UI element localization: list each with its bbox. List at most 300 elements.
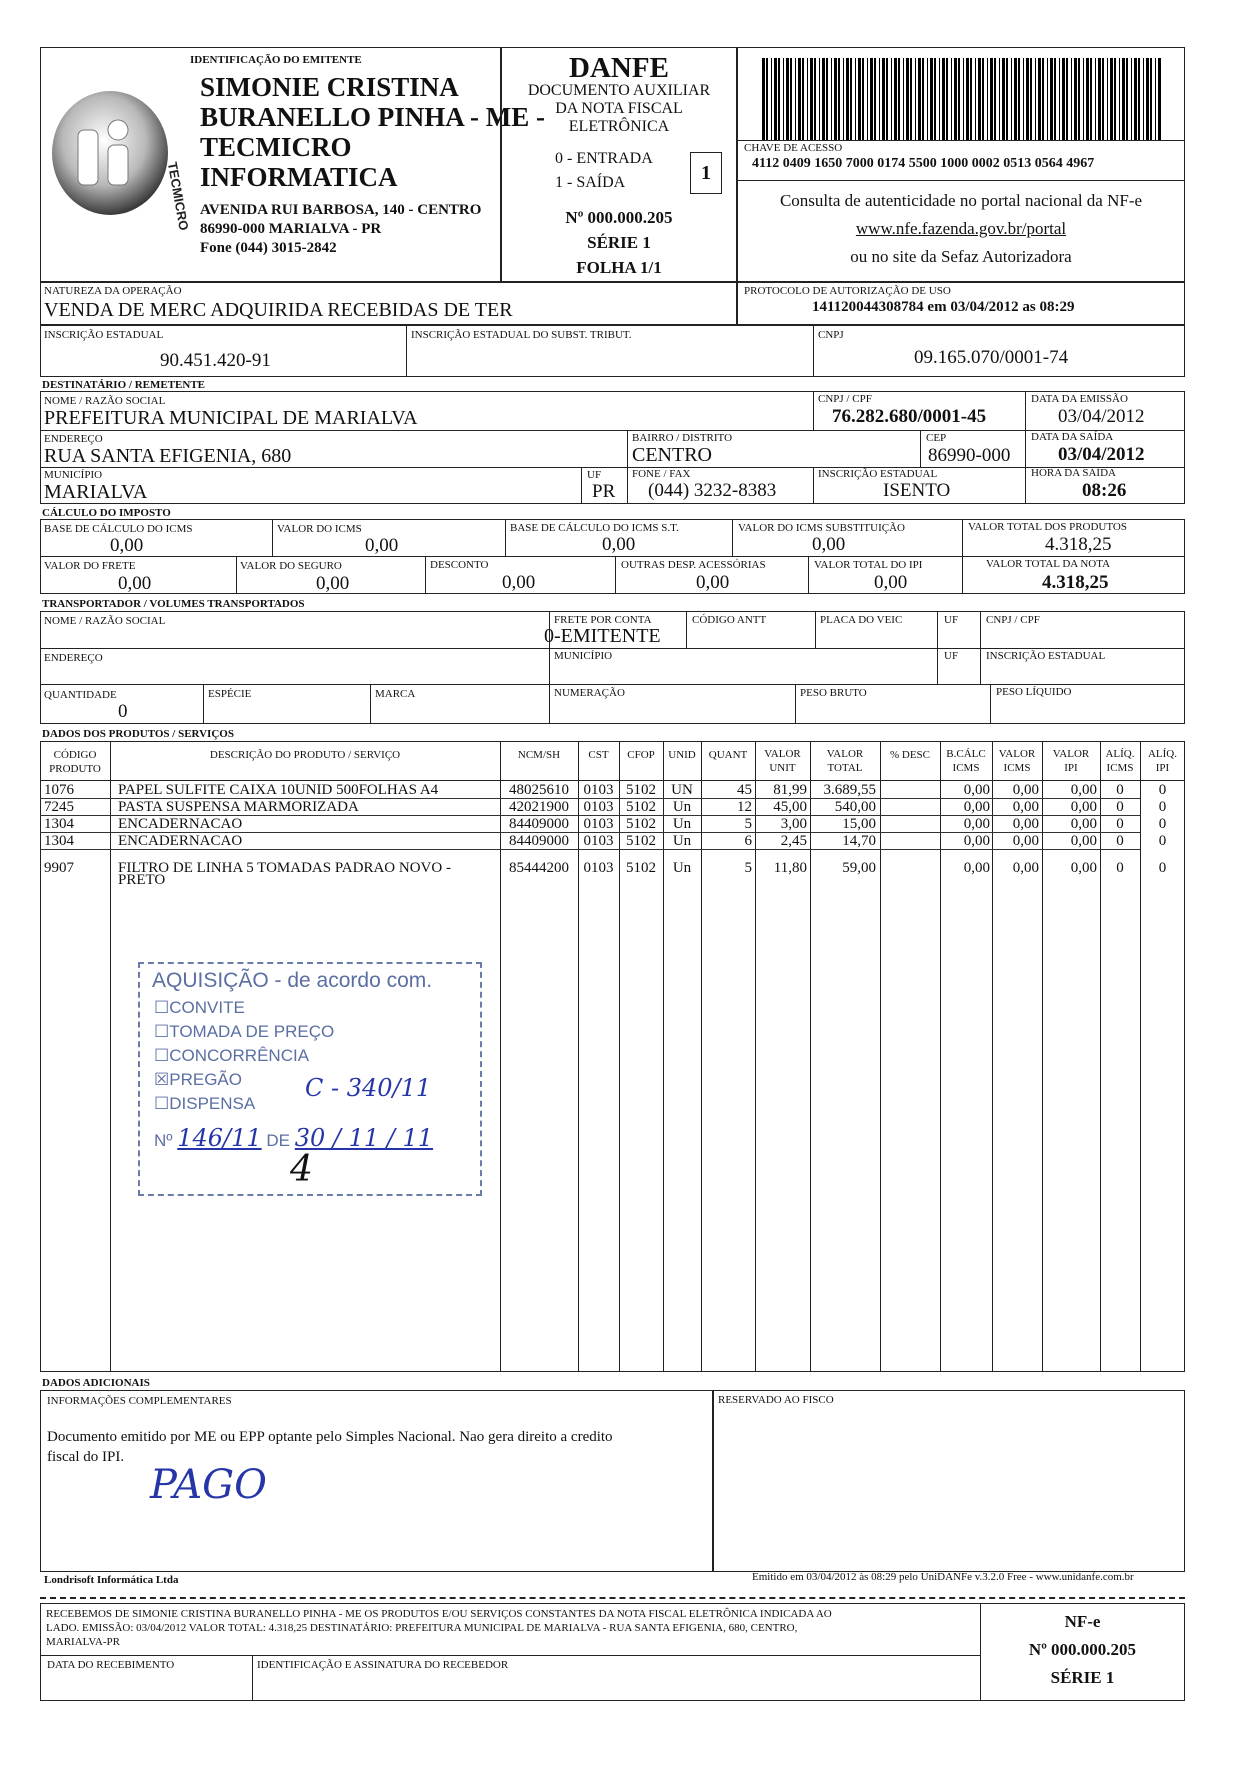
info-line: Documento emitido por ME ou EPP optante pelo Simples Nacional. Nao gera direito a credito <box>47 1429 613 1445</box>
table-cell: 0,00 <box>1012 833 1039 849</box>
barcode-bar <box>1018 58 1020 140</box>
cut-line <box>40 1597 1185 1599</box>
dest-fone-label: FONE / FAX <box>632 468 691 480</box>
table-cell: 0,00 <box>963 833 990 849</box>
stamp-pregao-ref: C - 340/11 <box>305 1074 432 1102</box>
dest-emissao-label: DATA DA EMISSÃO <box>1031 393 1128 405</box>
emitente-name-line: SIMONIE CRISTINA <box>200 72 459 102</box>
canhoto-line: MARIALVA-PR <box>46 1636 120 1648</box>
tecmicro-logo-icon <box>48 75 192 235</box>
barcode-bar <box>886 58 888 140</box>
transp-frete: 0-EMITENTE <box>544 625 661 647</box>
table-cell: 0,00 <box>1012 816 1039 832</box>
barcode-bar <box>814 58 816 140</box>
destinatario-section: DESTINATÁRIO / REMETENTE <box>42 379 205 391</box>
barcode-bar <box>963 58 964 140</box>
total-nota-label: VALOR TOTAL DA NOTA <box>986 558 1111 570</box>
ie-st-label: INSCRIÇÃO ESTADUAL DO SUBST. TRIBUT. <box>411 329 632 341</box>
barcode-bar <box>1131 58 1132 140</box>
barcode-bar <box>946 58 948 140</box>
barcode-bar <box>930 58 933 140</box>
barcode-bar <box>783 58 784 140</box>
barcode-bar <box>1026 58 1029 140</box>
col-header-ncm: NCM/SH <box>517 749 561 761</box>
table-cell: 0,00 <box>1070 816 1097 832</box>
table-cell: FILTRO DE LINHA 5 TOMADAS PADRAO NOVO - <box>118 860 451 876</box>
valor-st: 0,00 <box>812 534 846 555</box>
chave-url[interactable]: www.nfe.fazenda.gov.br/portal <box>855 219 1067 238</box>
table-cell: 0 <box>1158 799 1167 815</box>
ie-value: 90.451.420-91 <box>160 350 271 371</box>
canhoto-line: RECEBEMOS DE SIMONIE CRISTINA BURANELLO PINHA - ME OS PRODUTOS E/OU SERVIÇOS CONSTANTES DA NOTA FISCAL ELETRÔNICA INDICADA AO <box>46 1608 832 1620</box>
seguro-label: VALOR DO SEGURO <box>240 560 342 572</box>
info-label: INFORMAÇÕES COMPLEMENTARES <box>47 1395 232 1407</box>
col-header-bcalc: B.CÁLC ICMS <box>946 748 986 774</box>
canhoto-serie: SÉRIE 1 <box>1050 1668 1115 1687</box>
transp-uf2-label: UF <box>944 650 959 662</box>
table-cell: 3.689,55 <box>823 782 876 798</box>
table-cell: 7245 <box>44 799 74 815</box>
danfe-subtitle-line: DA NOTA FISCAL <box>555 100 683 117</box>
dest-hora-label: HORA DA SAÍDA <box>1031 467 1116 479</box>
stamp-option-pregao: ☒PREGÃO <box>154 1070 242 1089</box>
table-cell: 9907 <box>44 860 74 876</box>
barcode-bar <box>1114 58 1116 140</box>
table-cell: Un <box>672 860 692 876</box>
canhoto-numero: Nº 000.000.205 <box>1028 1640 1137 1659</box>
transp-frete-label: FRETE POR CONTA <box>554 614 652 626</box>
col-header-desc: % DESC <box>889 749 931 761</box>
barcode-bar <box>982 58 984 140</box>
canhoto-line: LADO. EMISSÃO: 03/04/2012 VALOR TOTAL: 4.318,25 DESTINATÁRIO: PREFEITURA MUNICIPAL DE MARIALVA - RUA SANTA EFIGENIA, 680, CENTRO, <box>46 1622 798 1634</box>
fisco-box <box>713 1390 1185 1572</box>
table-cell: 59,00 <box>842 860 876 876</box>
total-nota: 4.318,25 <box>1042 572 1109 593</box>
barcode-bar <box>826 58 828 140</box>
transp-quantidade-label: QUANTIDADE <box>44 689 117 701</box>
dest-endereco-label: ENDEREÇO <box>44 433 103 445</box>
emitente-address-line: Fone (044) 3015-2842 <box>200 240 337 256</box>
danfe-folha: FOLHA 1/1 <box>576 258 662 277</box>
barcode-bar <box>774 58 777 140</box>
transp-ie-label: INSCRIÇÃO ESTADUAL <box>986 650 1106 662</box>
barcode-bar <box>978 58 981 140</box>
table-cell: 0 <box>1158 816 1167 832</box>
dest-cnpj-label: CNPJ / CPF <box>818 393 872 405</box>
barcode-bar <box>951 58 952 140</box>
barcode-bar <box>922 58 924 140</box>
danfe-tipo: 1 <box>690 152 722 194</box>
valor-st-label: VALOR DO ICMS SUBSTITUIÇÃO <box>738 522 905 534</box>
stamp-option-tomada: ☐TOMADA DE PREÇO <box>154 1022 335 1041</box>
table-cell: Un <box>672 799 692 815</box>
danfe-subtitle-line: DOCUMENTO AUXILIAR <box>527 82 711 99</box>
barcode-bar <box>927 58 928 140</box>
barcode-bar <box>843 58 844 140</box>
svg-text:TECMICRO: TECMICRO <box>164 160 192 232</box>
barcode-bar <box>771 58 772 140</box>
produtos-section: DADOS DOS PRODUTOS / SERVIÇOS <box>42 728 234 740</box>
canhoto-text <box>46 1607 832 1649</box>
table-cell: ENCADERNACAO <box>118 816 243 832</box>
dest-fone: (044) 3232-8383 <box>648 480 777 501</box>
table-cell: 1304 <box>44 833 74 849</box>
barcode-bar <box>810 58 813 140</box>
row-underline <box>40 849 1140 850</box>
barcode-bar <box>966 58 969 140</box>
pago-handwriting: PAGO <box>150 1462 267 1508</box>
table-cell: 14,70 <box>842 833 876 849</box>
emitente-address-line: 86990-000 MARIALVA - PR <box>200 221 382 237</box>
column-divider <box>110 741 111 1372</box>
company-logo <box>48 75 192 235</box>
barcode-bar <box>1071 58 1072 140</box>
dest-cep: 86990-000 <box>928 445 1011 466</box>
barcode-bar <box>987 58 988 140</box>
barcode-bar <box>1122 58 1125 140</box>
col-header-vtotal: VALOR TOTAL <box>826 748 864 774</box>
barcode-bar <box>1090 58 1092 140</box>
barcode-bar <box>894 58 897 140</box>
protocolo-value: 141120044308784 em 03/04/2012 as 08:29 <box>812 299 1075 315</box>
barcode-bar <box>855 58 856 140</box>
table-cell: ENCADERNACAO <box>118 833 243 849</box>
table-cell: 12 <box>737 799 752 815</box>
barcode-bar <box>999 58 1000 140</box>
barcode-bar <box>934 58 936 140</box>
barcode-bar <box>879 58 880 140</box>
barcode-bar <box>918 58 921 140</box>
barcode-bar <box>786 58 789 140</box>
barcode-bar <box>870 58 873 140</box>
checkbox-icon: ☐ <box>154 1022 170 1041</box>
stamp-option-concorrencia: ☐CONCORRÊNCIA <box>154 1046 310 1065</box>
table-cell: 0 <box>1158 833 1167 849</box>
barcode-bar <box>834 58 837 140</box>
barcode-bar <box>1119 58 1120 140</box>
stamp-option-dispensa: ☐DISPENSA <box>154 1094 256 1113</box>
dest-municipio: MARIALVA <box>44 481 148 503</box>
barcode-bar <box>891 58 892 140</box>
table-cell: 0103 <box>583 782 614 798</box>
stamp-title: AQUISIÇÃO - de acordo com. <box>152 969 433 992</box>
table-cell: Un <box>672 833 692 849</box>
barcode-bar <box>1158 58 1161 140</box>
stamp-numero: 146/11 <box>177 1124 262 1152</box>
col-header-quant: QUANT <box>708 749 748 761</box>
ipi-label: VALOR TOTAL DO IPI <box>814 559 923 571</box>
aquisicao-stamp <box>138 962 482 1196</box>
frete: 0,00 <box>118 573 152 594</box>
barcode-bar <box>1110 58 1113 140</box>
barcode-bar <box>1062 58 1065 140</box>
table-cell: 81,99 <box>773 782 807 798</box>
table-cell: 11,80 <box>773 860 807 876</box>
transp-especie-label: ESPÉCIE <box>208 688 252 700</box>
valor-icms: 0,00 <box>365 535 399 556</box>
table-cell: 5102 <box>626 860 656 876</box>
column-divider <box>880 741 881 1372</box>
table-cell: 0103 <box>583 816 614 832</box>
dest-endereco: RUA SANTA EFIGENIA, 680 <box>44 445 292 467</box>
col-header-vunit: VALOR UNIT <box>764 748 801 774</box>
table-cell: 0,00 <box>963 782 990 798</box>
barcode-bar <box>910 58 912 140</box>
table-cell: 0 <box>1116 860 1124 876</box>
table-cell: PAPEL SULFITE CAIXA 10UNID 500FOLHAS A4 <box>118 782 439 798</box>
barcode-bar <box>1011 58 1012 140</box>
frete-label: VALOR DO FRETE <box>44 560 136 572</box>
barcode-bar <box>1042 58 1044 140</box>
barcode-bar <box>1146 58 1149 140</box>
desconto: 0,00 <box>502 572 536 593</box>
col-header-descricao: DESCRIÇÃO DO PRODUTO / SERVIÇO <box>209 749 401 761</box>
table-cell: 0103 <box>583 833 614 849</box>
barcode-bar <box>850 58 852 140</box>
barcode-bar <box>898 58 900 140</box>
dest-bairro: CENTRO <box>632 444 712 466</box>
footer-right: Emitido em 03/04/2012 às 08:29 pelo UniDANFe v.3.2.0 Free - www.unidanfe.com.br <box>752 1571 1134 1583</box>
table-cell: 5 <box>744 860 752 876</box>
chave-sefaz: ou no site da Sefaz Autorizadora <box>850 247 1072 266</box>
barcode-bar <box>838 58 840 140</box>
table-cell: 45 <box>737 782 752 798</box>
barcode-bar <box>1086 58 1089 140</box>
checked-checkbox-icon: ☒ <box>154 1070 170 1089</box>
base-icms: 0,00 <box>110 535 144 556</box>
info-box <box>40 1390 713 1572</box>
barcode-bar <box>1150 58 1152 140</box>
barcode-bar <box>903 58 904 140</box>
transp-municipio-label: MUNICÍPIO <box>554 650 613 662</box>
protocolo-label: PROTOCOLO DE AUTORIZAÇÃO DE USO <box>744 285 951 297</box>
valor-icms-label: VALOR DO ICMS <box>277 523 362 535</box>
col-header-codigo: CÓDIGO PRODUTO <box>49 749 101 775</box>
emitente-name-line: BURANELLO PINHA - ME - <box>200 102 546 132</box>
dest-cep-label: CEP <box>926 432 947 444</box>
table-cell: 48025610 <box>509 782 569 798</box>
dest-ie: ISENTO <box>883 480 951 501</box>
total-prod-label: VALOR TOTAL DOS PRODUTOS <box>968 521 1127 533</box>
table-cell: 540,00 <box>834 799 876 815</box>
natureza-label: NATUREZA DA OPERAÇÃO <box>44 285 182 297</box>
barcode-bar <box>1102 58 1104 140</box>
table-cell: 0 <box>1158 782 1167 798</box>
imposto-section: CÁLCULO DO IMPOSTO <box>42 507 171 519</box>
outras: 0,00 <box>696 572 730 593</box>
table-cell: 0 <box>1116 816 1124 832</box>
table-cell: 84409000 <box>509 833 569 849</box>
barcode-bar <box>975 58 976 140</box>
table-cell: 0,00 <box>1012 782 1039 798</box>
transp-numeracao-label: NUMERAÇÃO <box>554 687 625 699</box>
barcode-bar <box>1138 58 1140 140</box>
dest-bairro-label: BAIRRO / DISTRITO <box>632 432 733 444</box>
danfe-saida: 1 - SAÍDA <box>555 174 626 191</box>
table-cell: 0103 <box>583 799 614 815</box>
table-cell: 0,00 <box>1012 799 1039 815</box>
cnpj-emit-label: CNPJ <box>818 329 844 341</box>
barcode-bar <box>1054 58 1056 140</box>
table-cell: 0,00 <box>1070 782 1097 798</box>
barcode-bar <box>1074 58 1077 140</box>
stamp-option-convite: ☐CONVITE <box>154 998 245 1017</box>
table-cell: 45,00 <box>773 799 807 815</box>
canhoto-assinatura-label: IDENTIFICAÇÃO E ASSINATURA DO RECEBEDOR <box>257 1659 509 1671</box>
transp-peso-liquido-label: PESO LÍQUIDO <box>996 686 1072 698</box>
table-cell: 0 <box>1116 833 1124 849</box>
natureza-value: VENDA DE MERC ADQUIRIDA RECEBIDAS DE TER <box>44 299 513 321</box>
table-cell: 2,45 <box>780 833 807 849</box>
chave-value: 4112 0409 1650 7000 0174 5500 1000 0002 0513 0564 4967 <box>752 156 1095 171</box>
emitente-address <box>200 201 481 258</box>
transp-marca-label: MARCA <box>375 688 416 700</box>
danfe-serie: SÉRIE 1 <box>587 233 651 252</box>
barcode-bar <box>858 58 861 140</box>
table-cell: 0 <box>1116 799 1124 815</box>
col-header-unid: UNID <box>668 749 696 761</box>
danfe-subtitle-line: ELETRÔNICA <box>568 118 670 135</box>
barcode-bar <box>1006 58 1008 140</box>
transp-cnpj-label: CNPJ / CPF <box>986 614 1040 626</box>
table-cell: 0,00 <box>1070 799 1097 815</box>
col-header-aliq-icms: ALÍQ. ICMS <box>1105 748 1135 774</box>
danfe-title: DANFE <box>569 52 669 84</box>
canhoto-data-label: DATA DO RECEBIMENTO <box>47 1659 175 1671</box>
barcode-bar <box>807 58 808 140</box>
dest-ie-label: INSCRIÇÃO ESTADUAL <box>818 468 938 480</box>
outras-label: OUTRAS DESP. ACESSÓRIAS <box>621 559 766 571</box>
barcode-bar <box>1107 58 1108 140</box>
transp-nome-label: NOME / RAZÃO SOCIAL <box>44 615 166 627</box>
barcode-bar <box>1059 58 1060 140</box>
info-text <box>47 1427 613 1467</box>
barcode-bar <box>819 58 820 140</box>
emitente-address-line: AVENIDA RUI BARBOSA, 140 - CENTRO <box>200 202 482 218</box>
checkbox-icon: ☐ <box>154 1046 170 1065</box>
table-cell: 0 <box>1116 782 1124 798</box>
barcode-bar <box>942 58 945 140</box>
table-cell: 5 <box>744 816 752 832</box>
table-cell: 0,00 <box>1070 860 1097 876</box>
barcode-bar <box>1030 58 1032 140</box>
table-cell: 0,00 <box>1070 833 1097 849</box>
dest-nome: PREFEITURA MUNICIPAL DE MARIALVA <box>44 407 418 429</box>
dest-nome-label: NOME / RAZÃO SOCIAL <box>44 395 166 407</box>
checkbox-icon: ☐ <box>154 998 170 1017</box>
base-st: 0,00 <box>602 534 636 555</box>
dest-uf-label: UF <box>587 469 602 481</box>
stamp-data: 30 / 11 / 11 <box>294 1124 434 1152</box>
table-cell: 0,00 <box>963 860 990 876</box>
table-cell: 0,00 <box>963 816 990 832</box>
table-cell: 0103 <box>583 860 614 876</box>
checkbox-icon: ☐ <box>154 1094 170 1113</box>
footer-left: Londrisoft Informática Ltda <box>44 1574 179 1586</box>
desconto-label: DESCONTO <box>430 559 489 571</box>
barcode-bar <box>990 58 993 140</box>
barcode-bar <box>1143 58 1144 140</box>
dest-hora: 08:26 <box>1082 480 1127 501</box>
table-cell: PASTA SUSPENSA MARMORIZADA <box>118 799 359 815</box>
barcode-bar <box>1155 58 1156 140</box>
table-cell: 1076 <box>44 782 74 798</box>
dest-saida: 03/04/2012 <box>1058 444 1145 465</box>
table-cell: 5102 <box>626 816 656 832</box>
total-prod: 4.318,25 <box>1045 534 1112 555</box>
table-cell: 5102 <box>626 833 656 849</box>
danfe-numero: Nº 000.000.205 <box>565 208 673 227</box>
danfe-subtitle <box>501 82 737 136</box>
barcode-bar <box>1066 58 1068 140</box>
base-st-label: BASE DE CÁLCULO DO ICMS S.T. <box>510 522 679 534</box>
table-cell: 3,00 <box>780 816 807 832</box>
barcode-bar <box>822 58 825 140</box>
barcode-bar <box>862 58 864 140</box>
barcode-bar <box>802 58 804 140</box>
barcode-bar <box>882 58 885 140</box>
table-cell: 1304 <box>44 816 74 832</box>
barcode-bar <box>939 58 940 140</box>
info-line: fiscal do IPI. <box>47 1449 125 1465</box>
col-header-cfop: CFOP <box>627 749 655 761</box>
ipi: 0,00 <box>874 572 908 593</box>
dest-cnpj: 76.282.680/0001-45 <box>832 406 987 427</box>
barcode-bar <box>1083 58 1084 140</box>
barcode-bar <box>766 58 768 140</box>
barcode-bar <box>958 58 960 140</box>
barcode-bar <box>970 58 972 140</box>
barcode <box>762 58 1167 140</box>
transp-peso-bruto-label: PESO BRUTO <box>800 687 867 699</box>
chave-label: CHAVE DE ACESSO <box>744 142 843 154</box>
emitente-label: IDENTIFICAÇÃO DO EMITENTE <box>190 54 362 66</box>
barcode-bar <box>1098 58 1101 140</box>
barcode-bar <box>1035 58 1036 140</box>
table-cell: 84409000 <box>509 816 569 832</box>
row5-description-cont: PRETO <box>118 872 166 888</box>
table-cell: 5102 <box>626 799 656 815</box>
barcode-bar <box>846 58 849 140</box>
base-icms-label: BASE DE CÁLCULO DO ICMS <box>44 523 193 535</box>
barcode-bar <box>1134 58 1137 140</box>
dest-uf: PR <box>592 481 616 502</box>
barcode-bar <box>994 58 996 140</box>
barcode-bar <box>1126 58 1128 140</box>
emitente-name <box>200 72 545 192</box>
chave-consulta: Consulta de autenticidade no portal nacional da NF-e <box>779 191 1143 210</box>
table-cell: 0,00 <box>963 799 990 815</box>
col-header-aliq-ipi: ALÍQ. IPI <box>1147 748 1178 774</box>
barcode-bar <box>906 58 909 140</box>
barcode-bar <box>1095 58 1096 140</box>
barcode-bar <box>795 58 796 140</box>
transp-placa-label: PLACA DO VEIC <box>820 614 903 626</box>
emitente-name-line: TECMICRO <box>200 132 352 162</box>
col-header-vicms: VALOR ICMS <box>998 748 1036 774</box>
dest-saida-label: DATA DA SAÍDA <box>1031 431 1114 443</box>
col-header-vipi: VALOR IPI <box>1052 748 1090 774</box>
ie-label: INSCRIÇÃO ESTADUAL <box>44 329 164 341</box>
table-cell: 5102 <box>626 782 656 798</box>
table-cell: 42021900 <box>509 799 569 815</box>
emitente-name-line: INFORMATICA <box>200 162 398 192</box>
table-cell: 0 <box>1158 860 1167 876</box>
barcode-bar <box>778 58 780 140</box>
transp-antt-label: CÓDIGO ANTT <box>692 614 767 626</box>
barcode-bar <box>798 58 801 140</box>
transp-endereco-label: ENDEREÇO <box>44 652 103 664</box>
